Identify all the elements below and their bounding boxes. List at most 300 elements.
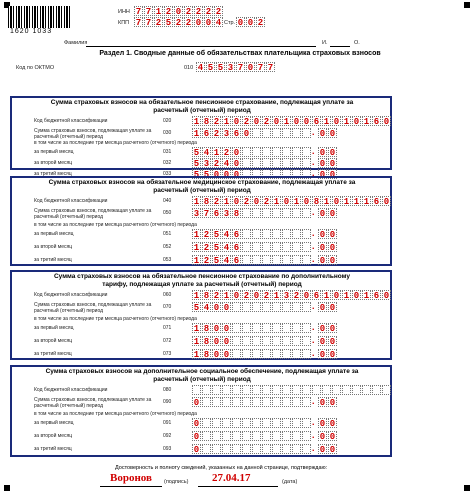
kbk-cells-cell: 2 [213, 291, 220, 301]
kbk-cells-cell: 2 [263, 197, 270, 207]
oktmo-cell: 5 [207, 63, 214, 73]
month-3-int-cell [242, 444, 251, 454]
month-1-int-cell [272, 323, 281, 333]
block-title: Сумма страховых взносов на обязательное медицинское страхование, подлежащая уплате за расчетный (отчетный) период [48, 179, 356, 194]
kbk-cells-cell: 1 [363, 197, 370, 207]
kbk-label: Код бюджетной классификации [34, 118, 108, 124]
sum-int-cell [262, 128, 271, 138]
kpp-cell: 2 [175, 18, 182, 28]
sum-int-cell: 0 [213, 303, 220, 313]
month-3-int-cell: 0 [223, 350, 230, 360]
inn-cell: 2 [215, 7, 222, 17]
month-1-int-cell [262, 323, 271, 333]
signature: Воронов [110, 472, 152, 484]
month-3-int-cell [232, 349, 241, 359]
kbk-cells-cell: 2 [293, 291, 300, 301]
month-1-kop-cell: 0 [319, 230, 326, 240]
month-1-kop-cell: 0 [329, 148, 336, 158]
month-1-int-cell: 1 [193, 230, 200, 240]
month-3-int-cell [272, 444, 281, 454]
kbk-cells-cell: 3 [283, 291, 290, 301]
month-2-int-cell [282, 242, 291, 252]
month-1-kop-cell: 0 [329, 419, 336, 429]
oktmo-code: 010 [184, 65, 194, 71]
month-2-kop-cell: 0 [329, 159, 336, 169]
block-title: Сумма страховых взносов на обязательное пенсионное страхование, подлежащая уплате за расчетный (отчетный) период [50, 99, 354, 114]
month-1-int-cell [202, 418, 211, 428]
month-2-int-cell [282, 431, 291, 441]
kbk-cells-cell: 1 [343, 197, 350, 207]
month-1-int-cell [282, 229, 291, 239]
kbk-cells-cell: 6 [373, 291, 380, 301]
sum-int-cell [272, 397, 281, 407]
month-2-int-cell: 5 [193, 159, 200, 169]
month-2-int-cell [242, 158, 251, 168]
sum-int-cell [252, 397, 261, 407]
kbk-cells-cell: 8 [203, 117, 210, 127]
sum-int-cell [272, 208, 281, 218]
decimal-point: . [312, 335, 315, 345]
month-1-int-cell [262, 147, 271, 157]
month-3-int-cell [212, 444, 221, 454]
date-line [198, 486, 278, 487]
kbk-cells-cell: 6 [313, 291, 320, 301]
month-1-int[interactable] [192, 418, 311, 428]
sum-int-cell [222, 397, 231, 407]
month-2-kop-cell: 0 [319, 159, 326, 169]
o-label: О. [354, 40, 360, 46]
month-2-int-cell: 6 [233, 243, 240, 253]
inn-cell: 2 [205, 7, 212, 17]
inn-cell: 7 [145, 7, 152, 17]
month-3-int-cell: 0 [233, 170, 240, 180]
surname-line [86, 46, 316, 47]
kpp-label: КПП [118, 20, 130, 26]
month-label: за первый месяц [34, 231, 74, 237]
kbk-cells-cell [242, 385, 251, 395]
page-cell: 2 [257, 18, 264, 28]
month-3-int[interactable] [192, 444, 311, 454]
month-3-int-cell: 1 [193, 256, 200, 266]
month-2-kop-cell: 0 [319, 337, 326, 347]
sum-kop[interactable] [318, 208, 337, 218]
month-2-kop-cell: 0 [329, 432, 336, 442]
sum-int-cell [232, 302, 241, 312]
sum-code: 050 [163, 210, 172, 216]
month-1-kop[interactable] [318, 147, 337, 157]
section-block [10, 365, 392, 457]
kbk-cells-cell [262, 385, 271, 395]
month-1-int-cell [252, 229, 261, 239]
sum-int-cell [302, 397, 311, 407]
sum-int-cell [292, 128, 301, 138]
month-2-kop-cell: 0 [319, 243, 326, 253]
month-3-int-cell: 0 [213, 170, 220, 180]
sum-int-cell [272, 128, 281, 138]
sum-kop[interactable] [318, 302, 337, 312]
month-1-int-cell [292, 147, 301, 157]
month-1-int-cell: 5 [193, 148, 200, 158]
kbk-cells-cell: 0 [303, 197, 310, 207]
month-3-int[interactable] [192, 255, 311, 265]
sum-int-cell [282, 128, 291, 138]
month-2-int-cell [262, 242, 271, 252]
kpp-cell: 4 [215, 18, 222, 28]
month-1-int[interactable] [192, 147, 311, 157]
sum-int-cell [242, 397, 251, 407]
month-2-int-cell [272, 431, 281, 441]
month-label: за третий месяц [34, 351, 72, 357]
io-line [330, 46, 350, 47]
month-label: за второй месяц [34, 433, 73, 439]
month-3-int[interactable] [192, 349, 311, 359]
month-3-int-cell: 6 [233, 256, 240, 266]
sum-label: Сумма страховых взносов, подлежащая уплате за расчетный (отчетный) период [34, 128, 152, 140]
kbk-cells-cell: 0 [253, 197, 260, 207]
kbk-cells-cell: 1 [323, 117, 330, 127]
sum-kop-cell: 0 [329, 303, 336, 313]
sum-int[interactable] [192, 397, 311, 407]
sum-label: Сумма страховых взносов, подлежащая уплате за расчетный (отчетный) период [34, 208, 152, 220]
kbk-cells-cell [272, 385, 281, 395]
month-1-int-cell [272, 147, 281, 157]
month-2-int-cell: 0 [213, 337, 220, 347]
decimal-point: . [312, 254, 315, 264]
decimal-point: . [312, 301, 315, 311]
kpp-cell: 5 [165, 18, 172, 28]
month-3-int-cell: 0 [223, 170, 230, 180]
kbk-cells-cell: 2 [263, 117, 270, 127]
signature-date: 27.04.17 [212, 472, 251, 484]
kbk-cells-cell: 1 [363, 291, 370, 301]
month-3-int-cell: 5 [203, 170, 210, 180]
month-1-int-cell: 4 [223, 230, 230, 240]
month-2-int-cell [302, 431, 311, 441]
month-code: 053 [163, 257, 172, 263]
month-code: 092 [163, 433, 172, 439]
month-code: 093 [163, 446, 172, 452]
oktmo-cell: 4 [197, 63, 204, 73]
kbk-cells-cell [292, 385, 301, 395]
sum-int-cell [252, 128, 261, 138]
month-2-int-cell [302, 242, 311, 252]
sum-label: Сумма страховых взносов, подлежащая уплате за расчетный (отчетный) период [34, 397, 152, 409]
date-label: (дата) [282, 479, 298, 485]
kbk-cells-cell: 1 [273, 291, 280, 301]
sum-int-cell: 7 [203, 209, 210, 219]
sum-int-cell [292, 397, 301, 407]
oktmo-cells[interactable] [196, 62, 275, 72]
corner-marker-right [464, 2, 470, 8]
month-3-int-cell [222, 444, 231, 454]
kbk-cells-cell: 0 [333, 197, 340, 207]
month-1-int-cell [242, 418, 251, 428]
sum-kop[interactable] [318, 128, 337, 138]
inn-cell: 1 [155, 7, 162, 17]
kbk-cells-cell: 0 [383, 117, 390, 127]
month-3-int-cell: 2 [203, 256, 210, 266]
month-3-int-cell [282, 255, 291, 265]
sum-code: 070 [163, 304, 172, 310]
month-2-int-cell [262, 431, 271, 441]
month-3-int-cell [302, 349, 311, 359]
month-3-int-cell: 0 [213, 350, 220, 360]
month-label: за второй месяц [34, 338, 73, 344]
kpp-cell: 7 [145, 18, 152, 28]
kbk-cells-cell: 1 [343, 291, 350, 301]
month-2-int-cell [262, 158, 271, 168]
month-1-int-cell: 1 [193, 324, 200, 334]
kpp-cell: 0 [195, 18, 202, 28]
kbk-label: Код бюджетной классификации [34, 292, 108, 298]
month-3-kop-cell: 0 [319, 170, 326, 180]
month-2-int-cell [252, 431, 261, 441]
kbk-cells-cell [302, 385, 311, 395]
sum-int-cell: 4 [203, 303, 210, 313]
month-1-kop-cell: 0 [329, 230, 336, 240]
month-2-kop[interactable] [318, 431, 337, 441]
sum-int-cell [302, 208, 311, 218]
page-cells[interactable] [236, 17, 265, 27]
month-2-int-cell: 4 [223, 159, 230, 169]
kbk-cells-cell: 1 [323, 197, 330, 207]
month-2-int-cell [262, 336, 271, 346]
month-2-int[interactable] [192, 242, 311, 252]
kbk-cells-cell: 0 [333, 117, 340, 127]
month-3-int-cell [292, 255, 301, 265]
month-1-kop[interactable] [318, 418, 337, 428]
sum-int-cell: 6 [203, 129, 210, 139]
kbk-cells-cell [382, 385, 391, 395]
sum-kop-cell: 0 [329, 398, 336, 408]
kbk-cells-cell: 0 [233, 291, 240, 301]
sum-int-cell: 5 [193, 303, 200, 313]
month-2-int-cell [272, 158, 281, 168]
corner-marker-bottom-right [464, 485, 470, 491]
sum-int-cell: 6 [233, 129, 240, 139]
kbk-cells-cell: 8 [203, 197, 210, 207]
signature-label: (подпись) [164, 479, 189, 485]
kbk-code: 080 [163, 387, 172, 393]
sum-label: Сумма страховых взносов, подлежащая уплате за расчетный (отчетный) период [34, 302, 152, 314]
month-code: 032 [163, 160, 172, 166]
kbk-cells[interactable] [192, 196, 391, 206]
month-3-int-cell [282, 349, 291, 359]
block-title: Сумма страховых взносов на обязательное пенсионное страхование по дополнительному тарифу, подлежащая уплате за расчетный (отчетный) период [53, 273, 351, 288]
kbk-cells-cell [322, 385, 331, 395]
inn-cell: 2 [195, 7, 202, 17]
sum-int-cell [252, 208, 261, 218]
month-1-int-cell [282, 323, 291, 333]
month-1-kop-cell: 0 [319, 419, 326, 429]
kbk-cells[interactable] [192, 290, 391, 300]
month-3-kop-cell: 0 [319, 256, 326, 266]
kbk-cells-cell: 0 [333, 291, 340, 301]
kbk-cells-cell: 1 [353, 197, 360, 207]
oktmo-cell: 3 [227, 63, 234, 73]
kbk-cells-cell: 0 [383, 291, 390, 301]
month-2-kop[interactable] [318, 242, 337, 252]
month-3-int-cell [242, 349, 251, 359]
month-1-int-cell [292, 323, 301, 333]
kbk-cells-cell: 6 [373, 197, 380, 207]
month-1-int[interactable] [192, 323, 311, 333]
inn-label: ИНН [118, 9, 130, 15]
month-2-int-cell [232, 431, 241, 441]
month-2-int-cell [302, 158, 311, 168]
kbk-cells-cell: 0 [293, 117, 300, 127]
month-1-int-cell: 0 [193, 419, 200, 429]
kbk-cells-cell: 0 [353, 117, 360, 127]
month-2-int-cell: 1 [193, 337, 200, 347]
months-label: в том числе за последние три месяца расчетного (отчетного) периода [34, 140, 197, 146]
kbk-cells[interactable] [192, 385, 391, 395]
month-1-int-cell [222, 418, 231, 428]
month-2-int-cell [292, 158, 301, 168]
sum-int-cell: 3 [193, 209, 200, 219]
month-2-int[interactable] [192, 158, 311, 168]
page-label: Стр. [224, 20, 236, 26]
month-1-int-cell [272, 418, 281, 428]
oktmo-cell: 7 [267, 63, 274, 73]
sum-int-cell [262, 208, 271, 218]
sum-int-cell: 1 [193, 129, 200, 139]
kbk-cells-cell: 2 [263, 291, 270, 301]
month-1-int-cell: 5 [213, 230, 220, 240]
months-label: в том числе за последние три месяца расчетного (отчетного) периода [34, 316, 197, 322]
month-label: за третий месяц [34, 171, 72, 177]
sum-kop-cell: 0 [319, 129, 326, 139]
sum-int-cell: 0 [193, 398, 200, 408]
month-3-kop-cell: 0 [329, 350, 336, 360]
month-label: за первый месяц [34, 420, 74, 426]
sum-int-cell: 0 [223, 303, 230, 313]
month-3-kop[interactable] [318, 255, 337, 265]
kbk-cells-cell [202, 385, 211, 395]
month-2-int-cell: 0 [193, 432, 200, 442]
kbk-cells-cell [222, 385, 231, 395]
signature-line [100, 486, 162, 487]
kbk-cells-cell: 0 [273, 117, 280, 127]
month-3-kop-cell: 0 [319, 350, 326, 360]
kbk-code: 020 [163, 118, 172, 124]
kbk-cells-cell: 0 [253, 117, 260, 127]
sum-int-cell: 6 [213, 209, 220, 219]
month-2-int-cell [252, 158, 261, 168]
month-1-int-cell [302, 229, 311, 239]
month-1-int[interactable] [192, 229, 311, 239]
sum-int-cell [252, 302, 261, 312]
month-3-kop-cell: 0 [319, 445, 326, 455]
block-title: Сумма страховых взносов на дополнительное социальное обеспечение, подлежащая уплате за расчетный (отчетный) период [45, 368, 359, 383]
sum-int-cell [272, 302, 281, 312]
month-3-kop-cell: 0 [329, 445, 336, 455]
inn-cell: 7 [135, 7, 142, 17]
month-2-kop[interactable] [318, 336, 337, 346]
month-code: 051 [163, 231, 172, 237]
sum-kop-cell: 0 [319, 209, 326, 219]
month-code: 073 [163, 351, 172, 357]
month-3-kop[interactable] [318, 444, 337, 454]
month-3-int-cell [302, 255, 311, 265]
month-1-int-cell: 0 [223, 324, 230, 334]
month-1-kop-cell: 0 [329, 324, 336, 334]
month-code: 072 [163, 338, 172, 344]
inn-cells[interactable] [134, 6, 223, 16]
kbk-cells-cell: 1 [223, 291, 230, 301]
kbk-cells[interactable] [192, 116, 391, 126]
sum-int-cell [262, 397, 271, 407]
month-2-int[interactable] [192, 431, 311, 441]
page-cell: 0 [237, 18, 244, 28]
months-label: в том числе за последние три месяца расчетного (отчетного) периода [34, 222, 197, 228]
kbk-cells-cell [372, 385, 381, 395]
inn-cell: 2 [185, 7, 192, 17]
kpp-cells[interactable] [134, 17, 223, 27]
sum-int-cell: 3 [223, 209, 230, 219]
decimal-point: . [312, 348, 315, 358]
month-1-int-cell: 4 [203, 148, 210, 158]
month-2-int-cell: 0 [233, 159, 240, 169]
month-1-int-cell [302, 418, 311, 428]
month-2-kop[interactable] [318, 158, 337, 168]
month-label: за третий месяц [34, 257, 72, 263]
corner-marker-bottom-left [4, 485, 10, 491]
decimal-point: . [312, 443, 315, 453]
month-3-int-cell: 0 [193, 445, 200, 455]
month-2-int-cell: 4 [223, 243, 230, 253]
month-3-kop-cell: 0 [329, 256, 336, 266]
sum-int-cell [282, 208, 291, 218]
decimal-point: . [312, 417, 315, 427]
month-1-kop[interactable] [318, 229, 337, 239]
month-2-int-cell [282, 336, 291, 346]
decimal-point: . [312, 241, 315, 251]
kbk-cells-cell: 0 [383, 197, 390, 207]
inn-cell: 2 [165, 7, 172, 17]
month-3-int-cell: 5 [193, 170, 200, 180]
section-title: Раздел 1. Сводные данные об обязательствах плательщика страховых взносов [99, 50, 381, 57]
sum-int[interactable] [192, 128, 311, 138]
sum-int-cell: 3 [223, 129, 230, 139]
kbk-cells-cell: 1 [193, 291, 200, 301]
month-2-int-cell [242, 242, 251, 252]
month-1-kop[interactable] [318, 323, 337, 333]
sum-kop[interactable] [318, 397, 337, 407]
month-2-int-cell [212, 431, 221, 441]
month-2-int[interactable] [192, 336, 311, 346]
month-2-kop-cell: 0 [319, 432, 326, 442]
month-1-int-cell: 0 [233, 148, 240, 158]
month-3-int-cell [292, 444, 301, 454]
sum-int-cell [232, 397, 241, 407]
kpp-cell: 0 [205, 18, 212, 28]
sum-int[interactable] [192, 302, 311, 312]
kbk-code: 040 [163, 198, 172, 204]
sum-int-cell [202, 397, 211, 407]
month-3-kop[interactable] [318, 349, 337, 359]
surname-label: Фамилия [64, 40, 88, 46]
oktmo-label: Код по ОКТМО [16, 65, 55, 71]
kbk-cells-cell [192, 385, 201, 395]
kbk-cells-cell: 2 [243, 197, 250, 207]
sum-int[interactable] [192, 208, 311, 218]
decimal-point: . [312, 207, 315, 217]
decimal-point: . [312, 430, 315, 440]
month-2-int-cell: 0 [223, 337, 230, 347]
sum-int-cell [292, 302, 301, 312]
kbk-cells-cell: 0 [283, 197, 290, 207]
